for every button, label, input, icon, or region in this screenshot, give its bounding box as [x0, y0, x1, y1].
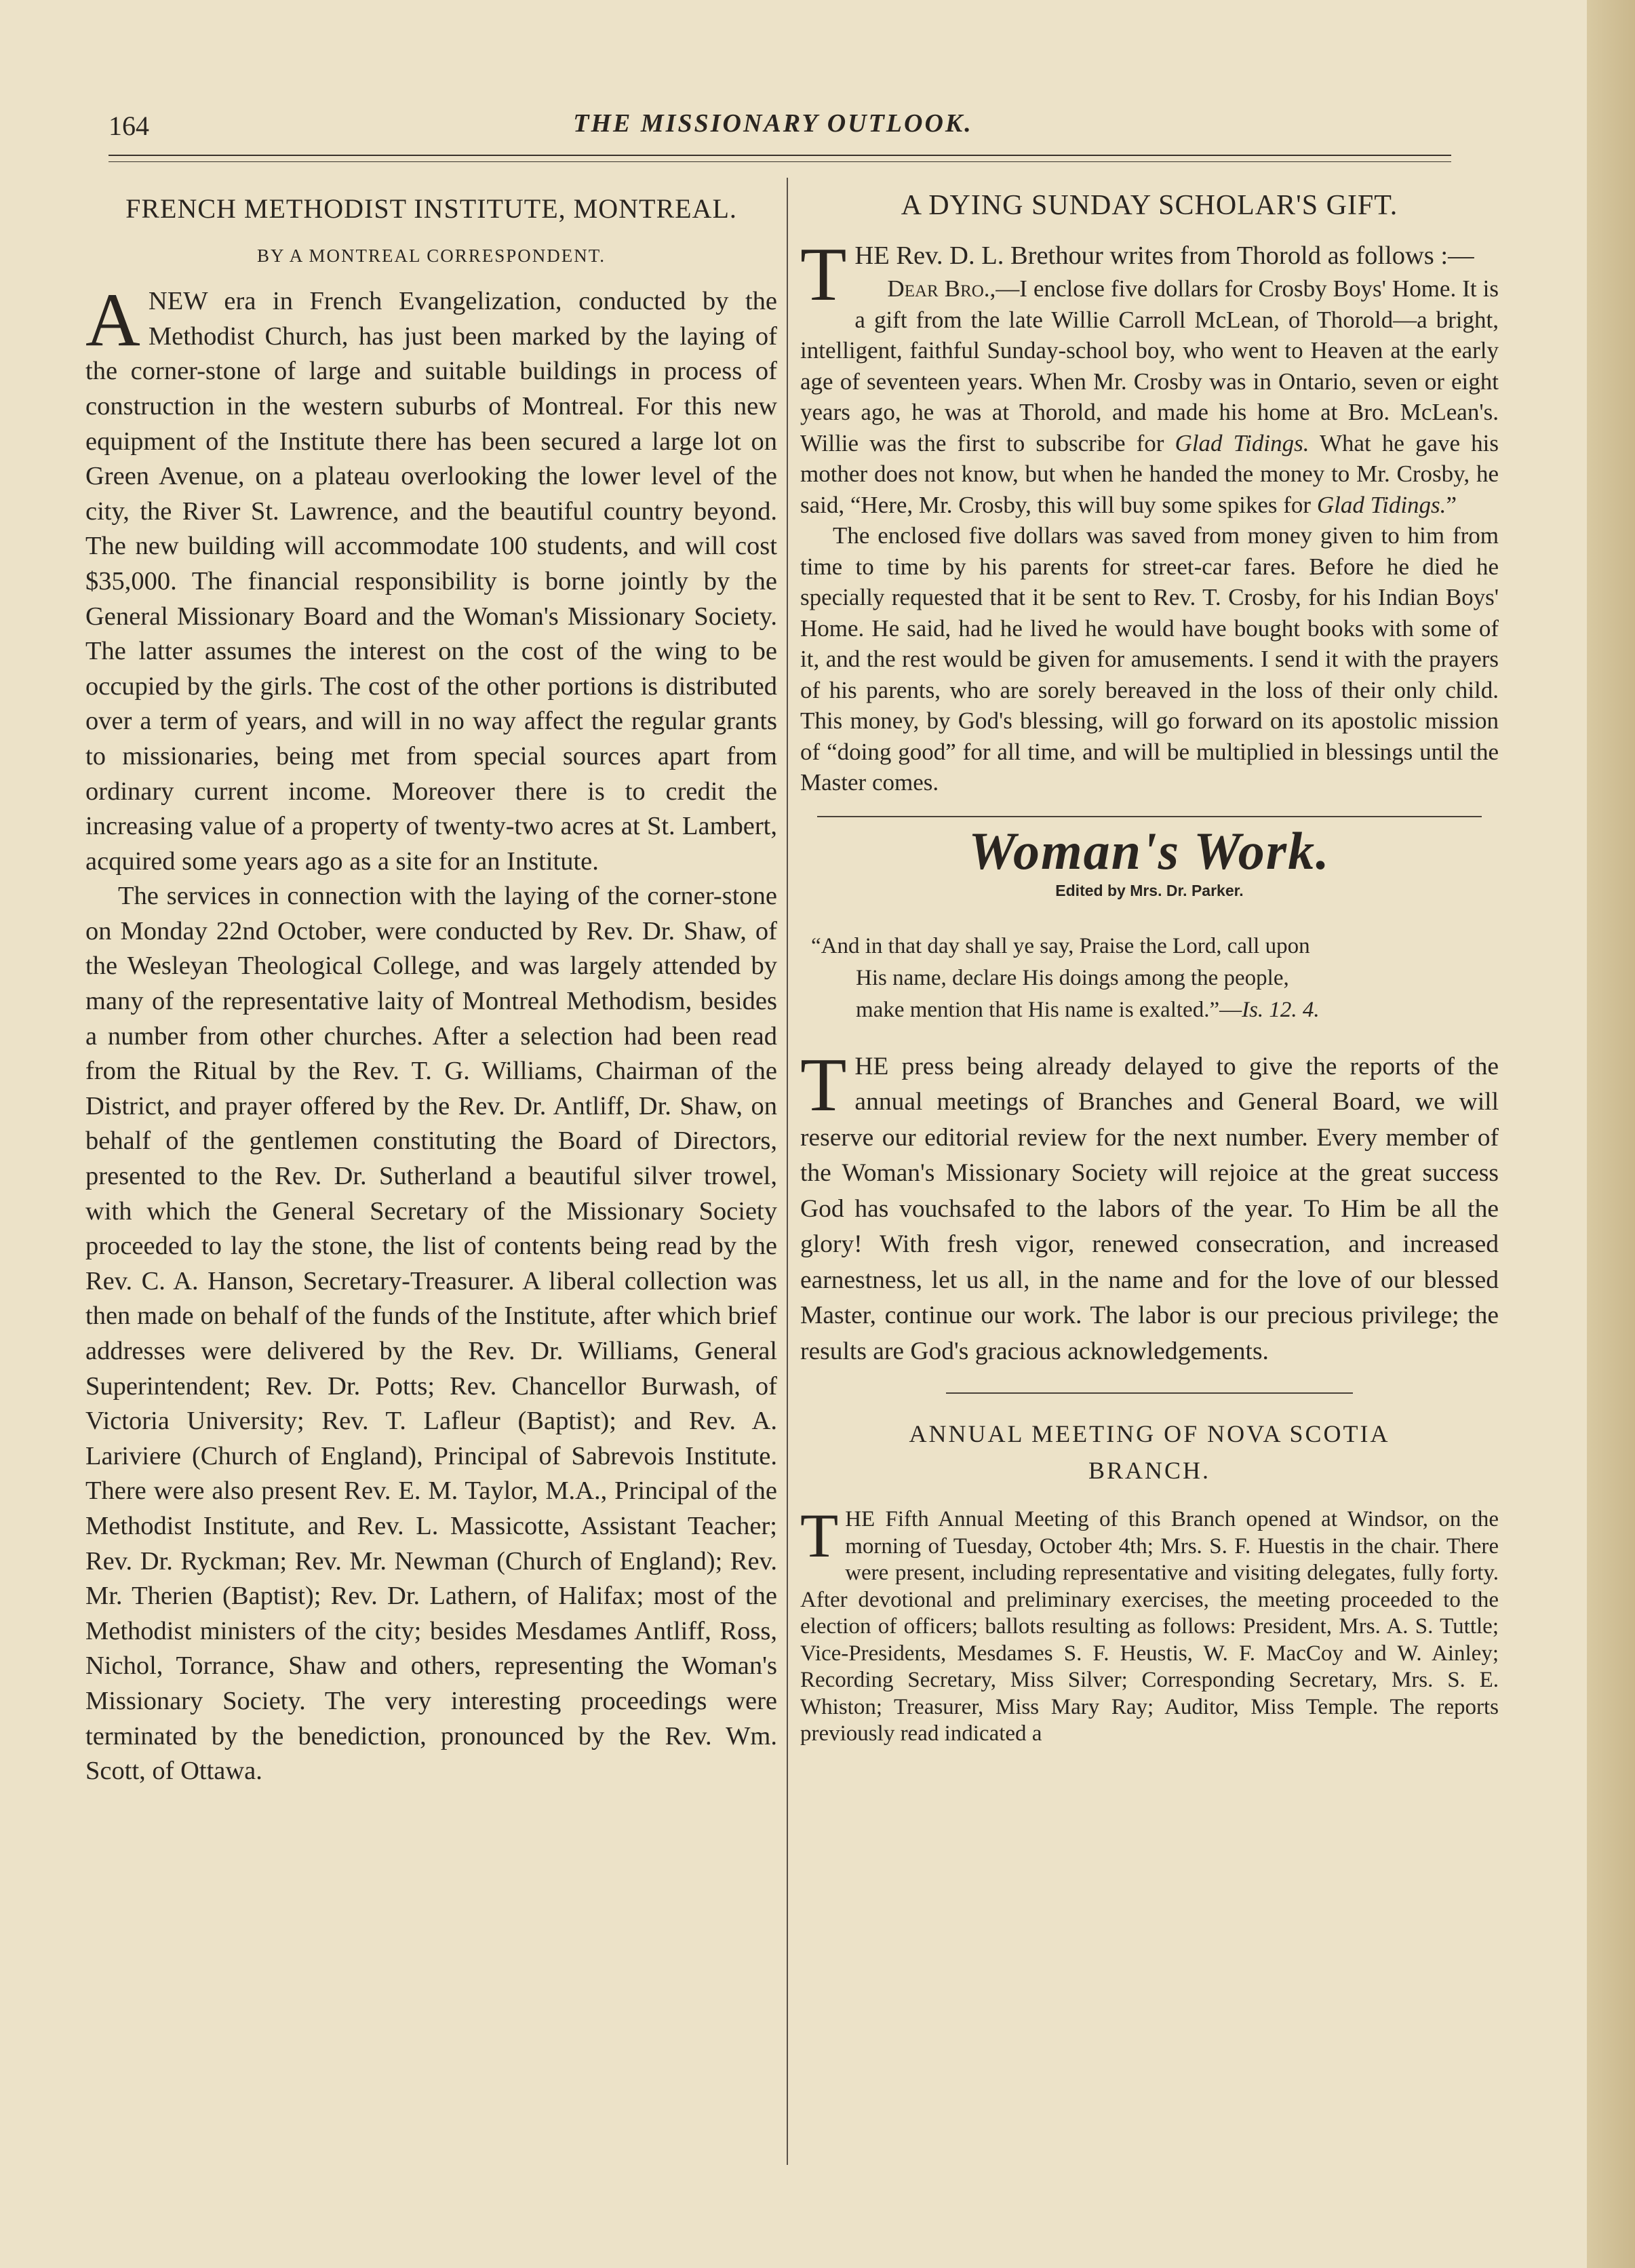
quote-line: His name, declare His doings among the people, [856, 965, 1289, 990]
header-rule [109, 155, 1451, 156]
editor-credit: Edited by Mrs. Dr. Parker. [1055, 882, 1244, 900]
right-column [800, 183, 1499, 1748]
paragraph-text: HE Rev. D. L. Brethour writes from Thorold as follows :— [854, 241, 1474, 270]
article-title: FRENCH METHODIST INSTITUTE, MONTREAL. [125, 193, 737, 224]
page-header [109, 102, 1438, 142]
article-paragraph [85, 278, 777, 879]
drop-cap: T [800, 1042, 847, 1127]
article-paragraph: The services in connection with the laying of the corner-stone on Monday 22nd October, were conducted by Rev. Dr. Shaw, of the Wesleyan Theological College, and was largely attended by many of the representative laity of Montreal Methodism, besides a number from other churches. After a selection had been read from the Ritual by the Rev. T. G. Williams, Chairman of the District, and prayer offered by the Rev. Dr. Antliff, Dr. Shaw, on behalf of the gentlemen constituting the Board of Directors, presented to the Rev. Dr. Sutherland a beautiful silver trowel, with which the General Secretary of the Missionary Society proceeded to lay the stone, the list of contents being read by the Rev. C. A. Hanson, Secretary-Treasurer. A liberal collection was then made on behalf of the funds of the Institute, after which brief addresses were delivered by the Rev. Dr. Williams, General Superintendent; Rev. Dr. Potts; Rev. Chancellor Burwash, of Victoria University; Rev. T. Lafleur (Baptist); and Rev. A. Lariviere (Church of England), Principal of Sabrevois Institute. There were also present Rev. E. M. Taylor, M.A., Principal of the Methodist Institute, and Rev. L. Massicotte, Assistant Teacher; Rev. Dr. Ryckman; Rev. Mr. Newman (Church of England); Rev. Mr. Therien (Baptist); Rev. Dr. Lathern, of Halifax; most of the Methodist ministers of the city; besides Mesdames Antliff, Ross, Nichol, Torrance, Shaw and others, representing the Woman's Missionary Society. The very interesting proceedings were terminated by the benediction, pronounced by the Rev. Wm. Scott, of Ottawa. [85, 882, 777, 1786]
paragraph-text: HE Fifth Annual Meeting of this Branch opened at Windsor, on the morning of Tuesday, October 4th; Mrs. S. F. Huestis in the chair. There were present, including representative and visiting delegates, fully forty. After devotional and preliminary exercises, the meeting proceeded to the election of officers; ballots resulting as follows: President, Mrs. A. S. Tuttle; Vice-Presidents, Mesdames S. F. Heustis, W. F. MacCoy and W. Ainley; Recording Secretary, Miss Silver; Corresponding Secretary, Mrs. S. E. Whiston; Treasurer, Miss Mary Ray; Auditor, Miss Temple. The reports previously read indicated a [800, 1507, 1499, 1746]
page-edge [1587, 0, 1635, 2268]
drop-cap: A [85, 278, 140, 363]
left-column [85, 183, 777, 1789]
scripture-quote [811, 931, 1499, 1026]
section-heading: Woman's Work. [968, 821, 1331, 880]
letter-paragraph: The enclosed five dollars was saved from money given to him from time to time by his parents for street-car fares. Before he died he specially requested that it be sent to Rev. T. Crosby, for his Indian Boys' Home. He said, had he lived he would have bought books with some of it, and the rest would be given for amusements. I send it with the prayers of his parents, who are sorely bereaved in the loss of their only child. This money, by God's blessing, will go forward on its apostolic mission of “doing good” for all time, and will be multiplied in blessings until the Master comes. [800, 522, 1499, 796]
report-title [800, 1415, 1499, 1489]
running-title: THE MISSIONARY OUTLOOK. [573, 109, 973, 138]
article-byline: BY A MONTREAL CORRESPONDENT. [256, 245, 606, 266]
section-rule [946, 1392, 1353, 1394]
section-rule [817, 816, 1482, 817]
report-paragraph [800, 1501, 1499, 1748]
letter-text: What he gave his mother does not know, but when he handed the money to Mr. Crosby, he said, “Here, Mr. Crosby, this will buy some spikes for [800, 429, 1499, 518]
letter-body [800, 273, 1499, 798]
periodical-title: Glad Tidings. [1316, 491, 1446, 518]
report-title-line: BRANCH. [1088, 1457, 1211, 1485]
drop-cap: T [800, 1501, 839, 1571]
letter-text: —I enclose five dollars for Crosby Boys' Home. It is a gift from the late Willie Carroll McLean, of Thorold—a bright, intelligent, faithful Sunday-school boy, who went to Heaven at the early age of seventeen years. When Mr. Crosby was in Ontario, seven or eight years ago, he was at Thorold, and made his home at Bro. McLean's. Willie was the first to subscribe for [800, 275, 1499, 456]
column-divider [787, 178, 788, 2165]
paragraph-text: NEW era in French Evangelization, conducted by the Methodist Church, has just been marked by the laying of the corner-stone of large and suitable buildings in process of construction in the western suburbs of Montreal. For this new equipment of the Institute there has been secured a large lot on Green Avenue, on a plateau overlooking the lower level of the city, the River St. Lawrence, and the beautiful country beyond. The new building will accommodate 100 students, and will cost $35,000. The financial responsibility is borne jointly by the General Missionary Board and the Woman's Missionary Society. The latter assumes the interest on the cost of the wing to be occupied by the girls. The cost of the other portions is distributed over a term of years, and will in no way affect the regular grants to missionaries, being met from special sources apart from ordinary current income. Moreover there is to credit the increasing value of a property of twenty-two acres at St. Lambert, acquired some years ago as a site for an Institute. [85, 287, 777, 876]
quote-line: “And in that day shall ye say, Praise the Lord, call upon [811, 933, 1310, 958]
quote-line [821, 994, 1499, 1026]
letter-paragraph [800, 273, 1499, 520]
quote-reference: Is. 12. 4. [1242, 997, 1320, 1022]
quote-text: make mention that His name is exalted.”— [856, 997, 1242, 1022]
editorial-paragraph [800, 1042, 1499, 1370]
page-number: 164 [109, 111, 149, 141]
paragraph-text: HE press being already delayed to give the reports of the annual meetings of Branches and General Board, we will reserve our editorial review for the next number. Every member of the Woman's Missionary Society will rejoice at the great success God has vouchsafed to the labors of the year. To Him be all the glory! With fresh vigor, renewed consecration, and increased earnestness, let us all, in the name and for the love of our blessed Master, continue our work. The labor is our precious privilege; the results are God's gracious acknowledgements. [800, 1052, 1499, 1365]
header-rule-thin [109, 161, 1451, 162]
report-title-line: ANNUAL MEETING OF NOVA SCOTIA [909, 1420, 1390, 1448]
closing-quote: ” [1446, 491, 1457, 518]
drop-cap: T [800, 232, 847, 317]
article-title: A DYING SUNDAY SCHOLAR'S GIFT. [901, 190, 1398, 221]
periodical-title: Glad Tidings. [1175, 429, 1309, 456]
salutation: Dear Bro., [887, 275, 996, 302]
